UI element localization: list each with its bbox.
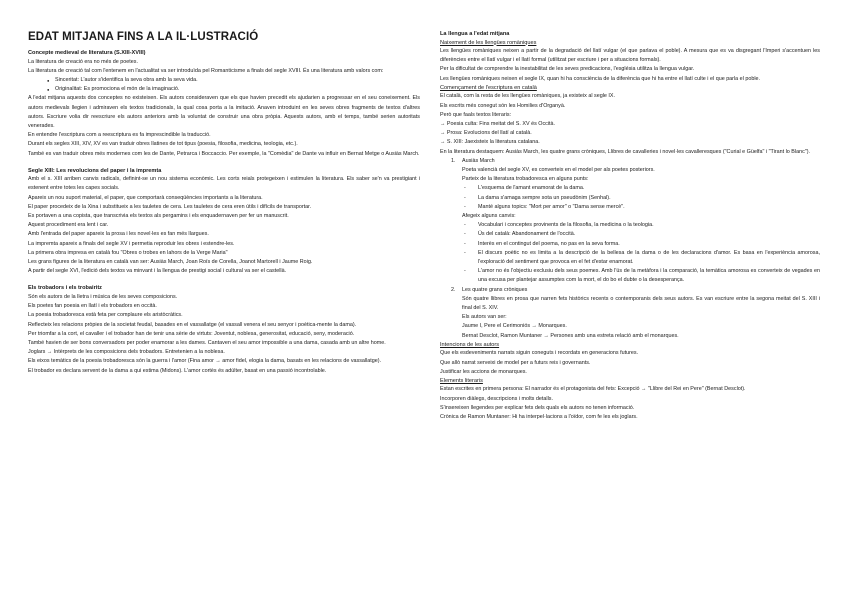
paragraph: Poeta valencià del segle XV, es converteix en el model per als poetes posteriors.: [462, 166, 655, 173]
paragraph: La literatura de creació tal com l'entenem en l'actualitat va ser introduïda pel Romanticisme a finals del segle XVIII. És una literatura amb valors com:: [28, 67, 384, 74]
paragraph: Les llengües romàniques neixen a partir de la degradació del llatí vulgar (el que parlava el poble). A mesura que es va disgregant l'Imperi s'accentuen les diferències entre el llatí vulgar i el llatí formal (utilitzat per escriure i per a situacions formals).: [440, 48, 820, 64]
section-heading-concepte: Concepte medieval de literatura (S.XIII-XVIII): [28, 50, 146, 56]
paragraph: Són quatre llibres en prosa que narren fets històrics recents o contemporanis dels seus autors. Es van escriure entre la segona meitat del S. XIII i final del S. XIV.: [462, 295, 820, 311]
paragraph: Es portaven a una copista, que transcrivia els textos als pergamins i els enquadernaven per fer un manuscrit.: [28, 213, 289, 220]
paragraph: Reflecteix les relacions pròpies de la societat feudal, basades en el vassallatge (el vassall venera el seu senyor i poètica-mente la dama).: [28, 321, 357, 328]
paragraph: El trobador es declara servent de la dama a qui estima (Midons). L'amor cortès és adúlter, basat en una passió incontrolable.: [28, 367, 327, 374]
paragraph: Bernat Desclot, Ramon Muntaner → Persones amb una estreta relació amb el monarques.: [462, 332, 679, 339]
list-item: - Vocabulari i conceptes provinents de la filosofia, la medicina o la teologia.: [440, 221, 820, 230]
paragraph: La poesia trobadoresca està feta per complaure els aristòcràtics.: [28, 312, 183, 319]
list-item: - Manté alguns topics: "Mort per amor" o "Dama sense mercè".: [440, 203, 820, 212]
section-heading-trobadors: Els trobadors i els trobairitz: [28, 285, 102, 292]
paragraph: A l'edat mitjana aquests dos conceptes no existeixen. Els autors consideraven que els que havien precedit els ajudarien a progressar en el seu coneixement. Els autors medievals llegien i admiraven els textos tradicionals, la qual cosa porta a la imitació. Anaven introduint en les seves obres fragments de textos d'altres autors. Escriure volia dir reescriure els autors anteriors amb la voluntat de construir una obra pròpia. Aquests autors, amb el temps, també serien autoritats venerades.: [28, 95, 420, 129]
paragraph: Per la dificultat de comprendre la inestabilitat de les seves predicacions, l'església utilitza la llengua vulgar.: [440, 66, 695, 73]
paragraph: Parteix de la literatura trobadoresca en alguns punts:: [462, 176, 589, 183]
dash-list: [440, 184, 820, 212]
list-item: - L'esquema de l'amant enamorat de la dama.: [440, 184, 820, 193]
item-label: Les quatre grans cròniques: [462, 286, 528, 293]
numbered-item-croniques: [440, 286, 820, 295]
dash-list: [440, 221, 820, 285]
paragraph: Les grans figures de la literatura en català van ser: Ausiàs March, Joan Roís de Corella, Joanot Martorell i Jaume Roig.: [28, 259, 313, 266]
paragraph: Afegeix alguns canvis:: [462, 212, 516, 219]
section-heading-llengua: La llengua a l'edat mitjana: [440, 31, 510, 37]
paragraph: → Prosa: Evolucions del llatí al català.: [440, 130, 532, 137]
paragraph: Aquest procediment era lent i car.: [28, 222, 109, 229]
item-label: Ausiàs March: [462, 157, 495, 164]
item-number: 2.: [451, 286, 456, 293]
paragraph: En la literatura destaquem: Ausiàs March, les quatre grans cròniques, Llibres de cavalleries i novel·les cavalleresques ("Curial e Güelfa" i "Tirant lo Blanc").: [440, 148, 810, 155]
paragraph: La impremta apareix a finals del segle XV i permetia reproduir les obres i estendre-les.: [28, 240, 235, 247]
paragraph: Estan escrites en primera persona: El narrador és el protagonista del fets: Excepció → "Llibre del Rei en Pere" (Bernat Desclot).: [440, 386, 746, 393]
subheading-elements: Elements literaris: [440, 377, 483, 384]
subheading-intencions: Intencions de les autors: [440, 341, 500, 348]
page-title: EDAT MITJANA FINS A LA IL·LUSTRACIÓ: [28, 31, 259, 43]
paragraph: Jaume I, Pere el Cerimoniós → Monarques.: [462, 323, 567, 330]
paragraph: Apareix un nou suport material, el paper, que comportarà conseqüències importants a la literatura.: [28, 194, 263, 201]
left-column: [28, 30, 420, 376]
paragraph: Les llengües romàniques neixen el segle IX, quan hi ha consciència de la diferència que hi ha entre el llatí culte i el que parla el poble.: [440, 75, 761, 82]
item-number: 1.: [451, 157, 456, 164]
subheading-naixement: Naixement de les llengües romàniques: [440, 39, 537, 46]
paragraph: El català, com la resta de les llengües romàniques, ja existeix al segle IX.: [440, 93, 615, 100]
paragraph: Amb el s. XIII arriben canvis radicals, definint-se un nou sistema econòmic. Les corts reials protegeixen i estimulen la literatura. Els saber se'n va prestigiant i estenent entre totes les capes socials.: [28, 176, 420, 192]
bullet-list: [28, 76, 420, 94]
list-item: ● Sinceritat: L'autor s'identifica la seva obra amb la seva vida.: [28, 76, 420, 85]
paragraph: Els eixos temàtics de la poesia trobadoresca són la guerra i l'amor (Fina amor → amor fidel, elogia la dama, basats en les relacions de vassallatge).: [28, 358, 382, 365]
paragraph: → S. XIII: Jaexisteix la literatura catalana.: [440, 139, 540, 146]
paragraph: Incorporen diàlegs, descripcions i molts detalls.: [440, 395, 553, 402]
paragraph: Justificar les accions de monarques.: [440, 368, 527, 375]
paragraph: Per triomfar a la cort, el cavaller i el trobador han de tenir una sèrie de virtuts: Joventut, noblesa, generositat, educació, seny, moderació.: [28, 330, 355, 337]
paragraph: Els poetes fan poesia en llatí i els trobadors en occità.: [28, 303, 157, 310]
paragraph: La literatura de creació era no més de poetes.: [28, 58, 138, 65]
list-item: ● Originalitat: Es promociona el món de la imaginació.: [28, 85, 420, 94]
paragraph: Els autors van ser:: [462, 314, 507, 321]
paragraph: La primera obra impresa en català fou "Obres o trobes en lahors de la Verge Maria": [28, 249, 228, 256]
paragraph: Joglars → Intèrprets de les composicions dels trobadors. Entretenien a la noblesa.: [28, 349, 225, 356]
subheading-comencament: Començament de l'escriptura en català: [440, 84, 537, 91]
numbered-item-ausias: [440, 157, 820, 166]
paragraph: El paper procedeix de la Xina i substitueix a les tauletes de cera. Les tauletes de cera eren útils i difícils de transportar.: [28, 203, 312, 210]
paragraph: A partir del segle XVI, l'edició dels textos va minvant i la llengua de prestigi social i cultural va ser el castellà.: [28, 268, 287, 275]
list-item: - Ús del català: Abandonament de l'occità.: [440, 230, 820, 239]
paragraph: → Poesia culta: Fins meitat del S. XV és Occità.: [440, 120, 556, 127]
list-item: - El discurs poètic no es limita a la descripció de la bellesa de la dama o de les declaracions d'amor. Es basa en l'experiència amorosa, l'exploració del sentiment que provoca en el fet d'estar enamorat.: [440, 249, 820, 267]
paragraph: S'insereixen llegendes per explicar fets dels quals els autors no tenen informació.: [440, 404, 635, 411]
paragraph: En entendre l'escriptura com a reescriptura es fa imprescindible la traducció.: [28, 132, 211, 139]
paragraph: Amb l'entrada del paper apareix la prosa i les novel·les es fan més llargues.: [28, 231, 209, 238]
list-item: - L'amor no és l'objectiu exclusiu dels seus poemes. Amb l'ús de la metàfora i la comparació, la temàtica amorosa es converteix de vegades en una excusa per plantejar assumptes com la mort, el do bo el dubte o la desesperança.: [440, 267, 820, 285]
paragraph: Crònica de Ramon Muntaner: Hi ha interpel·lacions a l'oïdor, com fe les els joglars.: [440, 414, 638, 421]
list-item: - La dama s'amaga sempre sota un pseudònim (Senhal).: [440, 194, 820, 203]
right-column: [440, 30, 820, 422]
paragraph: Durant els segles XIII, XIV, XV es van traduir obres llatines de tot tipus (poesia, filosofia, medicina, teologia, etc.).: [28, 141, 298, 148]
list-item: - Interès en el contingut del poema, no pas en la seva forma.: [440, 240, 820, 249]
section-heading-segle-xiii: Segle XIII: Les revolucions del paper i la impremta: [28, 167, 162, 174]
paragraph: Els escrits més conegut són les Homilies d'Organyà.: [440, 102, 566, 109]
paragraph: També havien de ser bons conversadors per poder enamorar a les dames. Cantaven el seu amor impossible a una dama, casada amb un altre home.: [28, 339, 386, 346]
paragraph: Però que faals textos literaris:: [440, 111, 512, 118]
paragraph: També es van traduir obres més modernes com les de Dante, Petrarca i Boccaccio. Per exemple, la "Comèdia" de Dante va influir en Bernat Metge o Ausiàs March.: [28, 150, 420, 157]
paragraph: Que allò narrat serveixi de model per a futurs reis i governants.: [440, 359, 591, 366]
paragraph: Que els esdeveniments narrats siguin coneguts i recordats en generacions futures.: [440, 350, 639, 357]
paragraph: Són els autors de la lletra i música de les seves composicions.: [28, 293, 178, 300]
